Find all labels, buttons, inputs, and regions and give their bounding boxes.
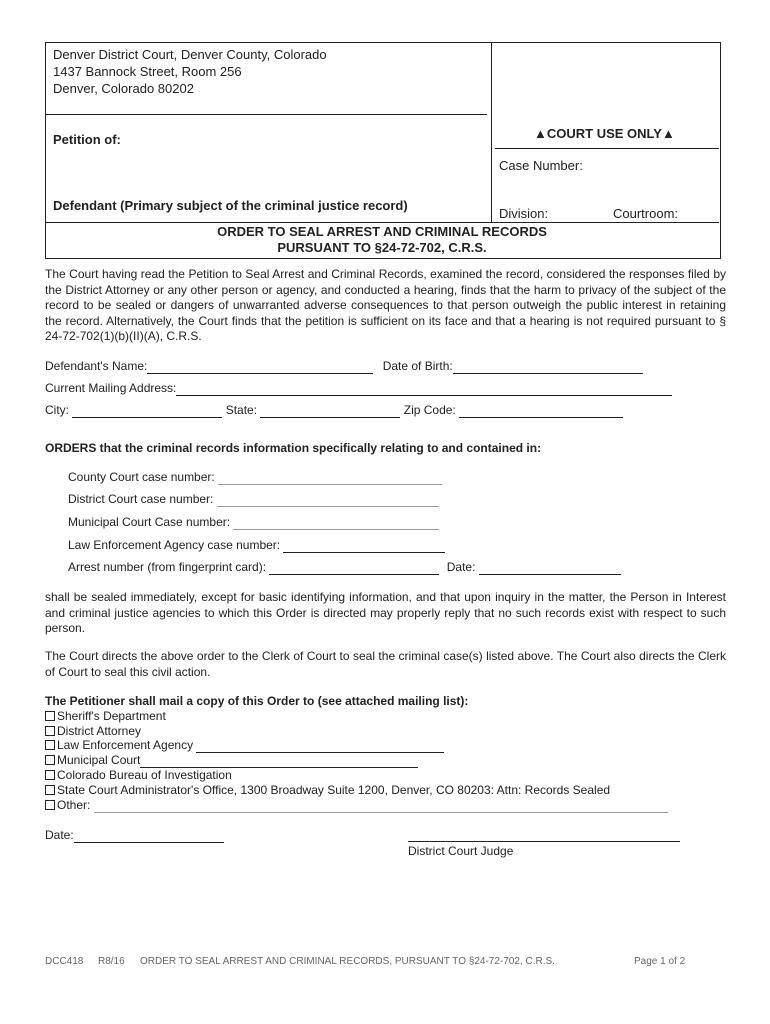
state-field[interactable] bbox=[260, 403, 400, 418]
mail-item-sheriff-label: Sheriff's Department bbox=[57, 709, 166, 723]
arrest-date-label: Date: bbox=[446, 560, 476, 574]
defendant-label: Defendant (Primary subject of the criminal justice record) bbox=[53, 198, 408, 213]
mail-item-municipal bbox=[45, 753, 418, 768]
mail-item-da bbox=[45, 724, 141, 738]
law-enforcement-case-label: Law Enforcement Agency case number: bbox=[68, 538, 281, 552]
dob-field[interactable] bbox=[453, 359, 643, 374]
petition-of-label: Petition of: bbox=[53, 132, 121, 147]
courtroom-label: Courtroom: bbox=[613, 206, 679, 221]
municipal-case-field[interactable] bbox=[233, 515, 439, 530]
mail-item-municipal-label: Municipal Court bbox=[57, 753, 141, 767]
mail-item-cbi-label: Colorado Bureau of Investigation bbox=[57, 768, 232, 782]
checkbox-municipal[interactable] bbox=[45, 755, 55, 765]
defendant-name-field[interactable] bbox=[147, 359, 373, 374]
court-address-line2: Denver, Colorado 80202 bbox=[53, 81, 194, 96]
state-label: State: bbox=[225, 403, 258, 417]
checkbox-sca[interactable] bbox=[45, 785, 55, 795]
mail-item-cbi bbox=[45, 768, 232, 782]
caption-court-use-divider bbox=[495, 148, 719, 149]
mail-item-other bbox=[45, 798, 668, 813]
district-case-label: District Court case number: bbox=[68, 492, 214, 506]
district-case-row bbox=[68, 492, 439, 507]
judge-signature-line[interactable] bbox=[408, 841, 680, 842]
mail-item-sheriff bbox=[45, 709, 166, 723]
arrest-number-field[interactable] bbox=[269, 560, 439, 575]
signature-date-label: Date: bbox=[45, 828, 74, 842]
checkbox-other[interactable] bbox=[45, 800, 55, 810]
intro-paragraph: The Court having read the Petition to Seal Arrest and Criminal Records, examined the record, considered the responses filed by the District Attorney or any other person or agency, and conducted a hearing, finds that the harm to privacy of the subject of the record to be sealed or dangers of unwarranted adverse consequences to that person outweigh the public interest in retaining the record. Alternatively, the Court finds that the petition is sufficient on its face and that a hearing is not required pursuant to § 24-72-702(1)(b)(II)(A), C.R.S. bbox=[45, 267, 726, 343]
municipal-case-row bbox=[68, 515, 439, 530]
zip-field[interactable] bbox=[459, 403, 623, 418]
checkbox-sheriff[interactable] bbox=[45, 711, 55, 721]
mail-item-other-label: Other: bbox=[57, 798, 91, 812]
county-case-row bbox=[68, 470, 442, 485]
judge-label: District Court Judge bbox=[408, 844, 514, 858]
mail-item-sca-label: State Court Administrator's Office, 1300 Broadway Suite 1200, Denver, CO 80203: Attn: Records Sealed bbox=[57, 783, 611, 797]
municipal-court-field[interactable] bbox=[140, 753, 418, 768]
municipal-case-label: Municipal Court Case number: bbox=[68, 515, 231, 529]
orders-heading: ORDERS that the criminal records information specifically relating to and contained in: bbox=[45, 441, 542, 455]
checkbox-cbi[interactable] bbox=[45, 770, 55, 780]
city-state-zip-row bbox=[45, 403, 623, 418]
mailing-address-label: Current Mailing Address: bbox=[45, 381, 177, 395]
arrest-number-label: Arrest number (from fingerprint card): bbox=[68, 560, 267, 574]
caption-address-divider bbox=[45, 114, 487, 115]
law-enforcement-case-field[interactable] bbox=[283, 538, 445, 553]
defendant-name-row bbox=[45, 359, 643, 374]
court-name: Denver District Court, Denver County, Colorado bbox=[53, 47, 327, 62]
mailing-address-field[interactable] bbox=[176, 381, 672, 396]
mail-item-sca bbox=[45, 783, 610, 797]
footer-revision: R8/16 bbox=[98, 956, 125, 967]
mail-item-da-label: District Attorney bbox=[57, 724, 142, 738]
checkbox-lea[interactable] bbox=[45, 740, 55, 750]
arrest-number-row bbox=[68, 560, 621, 575]
other-recipient-field[interactable] bbox=[94, 798, 668, 813]
clerk-paragraph: The Court directs the above order to the Clerk of Court to seal the criminal case(s) listed above. The Court also directs the Clerk of Court to seal this civil action. bbox=[45, 649, 726, 679]
case-number-label: Case Number: bbox=[499, 158, 583, 173]
mail-item-lea-label: Law Enforcement Agency bbox=[57, 738, 194, 752]
lea-name-field[interactable] bbox=[196, 738, 444, 753]
footer-page-number: Page 1 of 2 bbox=[634, 956, 686, 967]
court-address-line1: 1437 Bannock Street, Room 256 bbox=[53, 64, 242, 79]
county-case-label: County Court case number: bbox=[68, 470, 215, 484]
law-enforcement-case-row bbox=[68, 538, 445, 553]
dob-label: Date of Birth: bbox=[382, 359, 453, 373]
footer-form-title: ORDER TO SEAL ARREST AND CRIMINAL RECORDS, PURSUANT TO §24-72-702, C.R.S. bbox=[140, 956, 555, 967]
order-title-line2: PURSUANT TO §24-72-702, C.R.S. bbox=[277, 240, 487, 255]
arrest-date-field[interactable] bbox=[479, 560, 621, 575]
checkbox-da[interactable] bbox=[45, 726, 55, 736]
caption-title-divider bbox=[45, 222, 719, 223]
district-case-field[interactable] bbox=[217, 492, 439, 507]
signature-date-row bbox=[45, 828, 224, 843]
court-use-only: ▲COURT USE ONLY▲ bbox=[534, 126, 675, 141]
city-label: City: bbox=[45, 403, 69, 417]
footer-form-code: DCC418 bbox=[45, 956, 84, 967]
mail-item-lea bbox=[45, 738, 444, 753]
defendant-name-label: Defendant's Name: bbox=[45, 359, 148, 373]
sealed-paragraph: shall be sealed immediately, except for basic identifying information, and that upon inquiry in the matter, the Person in Interest and criminal justice agencies to which this Order is directed may properly reply that no such records exist with respect to such person. bbox=[45, 590, 726, 635]
city-field[interactable] bbox=[72, 403, 222, 418]
order-title-line1: ORDER TO SEAL ARREST AND CRIMINAL RECORDS bbox=[217, 224, 547, 239]
mail-heading: The Petitioner shall mail a copy of this Order to (see attached mailing list): bbox=[45, 694, 469, 708]
zip-label: Zip Code: bbox=[403, 403, 456, 417]
mailing-address-row bbox=[45, 381, 672, 396]
signature-date-field[interactable] bbox=[74, 828, 224, 843]
caption-divider-vertical bbox=[491, 42, 492, 222]
county-case-field[interactable] bbox=[218, 470, 442, 485]
division-label: Division: bbox=[499, 206, 549, 221]
